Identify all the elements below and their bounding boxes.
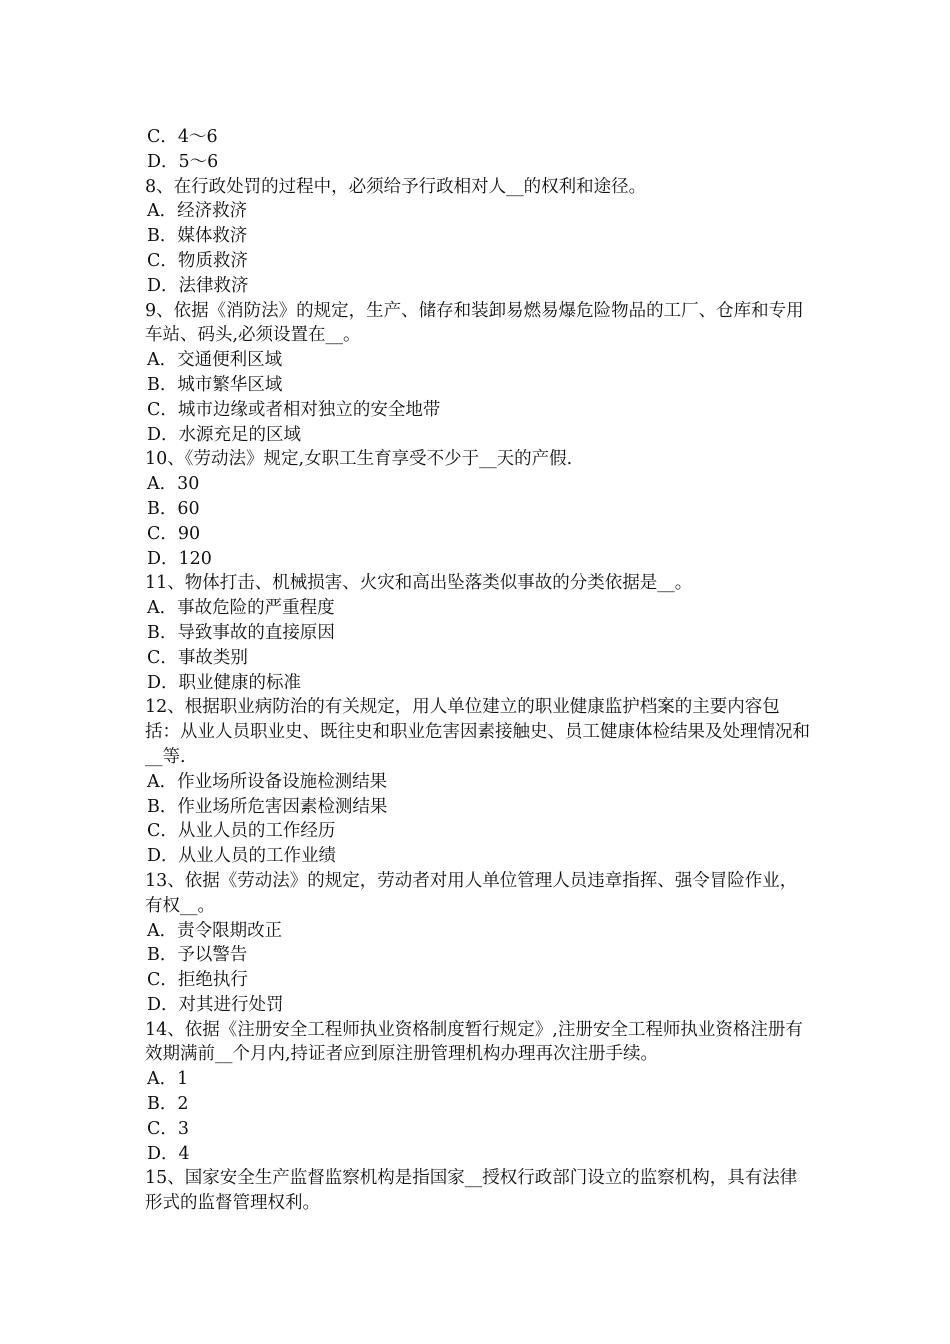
answer-option: B．作业场所危害因素检测结果: [147, 796, 388, 817]
document-body: [145, 125, 810, 1216]
answer-option: B．予以警告: [147, 945, 248, 966]
answer-option: A．责令限期改正: [147, 920, 283, 941]
answer-option: C．事故类别: [147, 647, 248, 668]
question-text: 9、依据《消防法》的规定，生产、储存和装卸易燃易爆危险物品的工厂、仓库和专用车站、码头,必须设置在__。: [145, 300, 804, 346]
question-text: 10、《劳动法》规定,女职工生育享受不少于__天的产假.: [145, 449, 573, 470]
question-text: 15、国家安全生产监督监察机构是指国家__授权行政部门设立的监察机构，具有法律形式的监督管理权利。: [145, 1168, 798, 1214]
answer-option: C．物质救济: [147, 250, 248, 271]
answer-option: C．90: [147, 523, 201, 544]
answer-option: C．3: [147, 1118, 190, 1139]
answer-option: A．1: [147, 1069, 189, 1090]
answer-option: B．60: [147, 498, 200, 519]
answer-option: D．120: [147, 548, 212, 569]
answer-option: A．事故危险的严重程度: [147, 598, 335, 619]
question-text: 11、物体打击、机械损害、火灾和高出坠落类似事故的分类依据是__。: [145, 573, 693, 594]
answer-option: C．城市边缘或者相对独立的安全地带: [147, 399, 441, 420]
answer-option: D．水源充足的区域: [147, 424, 302, 445]
question-text: 14、依据《注册安全工程师执业资格制度暂行规定》,注册安全工程师执业资格注册有效期满前__个月内,持证者应到原注册管理机构办理再次注册手续。: [145, 1019, 803, 1065]
answer-option: D．职业健康的标准: [147, 672, 302, 693]
answer-option: C．从业人员的工作经历: [147, 821, 336, 842]
question-text: 13、依据《劳动法》的规定，劳动者对用人单位管理人员违章指挥、强令冒险作业，有权__。: [145, 870, 798, 916]
question-text: 8、在行政处罚的过程中，必须给予行政相对人__的权利和途径。: [145, 176, 647, 197]
answer-option: B．城市繁华区域: [147, 374, 283, 395]
answer-option: B．导致事故的直接原因: [147, 622, 335, 643]
answer-option: D．从业人员的工作业绩: [147, 846, 337, 867]
answer-option: B．2: [147, 1094, 189, 1115]
answer-option: D．法律救济: [147, 275, 249, 296]
answer-option: B．媒体救济: [147, 226, 248, 247]
answer-option: C．4～6: [147, 127, 218, 147]
question-text: 12、根据职业病防治的有关规定，用人单位建立的职业健康监护档案的主要内容包括：从业人员职业史、既往史和职业危害因素接触史、员工健康体检结果及处理情况和__等.: [145, 697, 810, 767]
answer-option: D．对其进行处罚: [147, 994, 284, 1015]
answer-option: D．5～6: [147, 151, 219, 172]
answer-option: C．拒绝执行: [147, 970, 248, 991]
answer-option: A．30: [147, 474, 200, 495]
answer-option: A．作业场所设备设施检测结果: [147, 771, 388, 792]
answer-option: A．经济救济: [147, 201, 248, 222]
answer-option: A．交通便利区域: [147, 350, 283, 371]
answer-option: D．4: [147, 1143, 190, 1164]
